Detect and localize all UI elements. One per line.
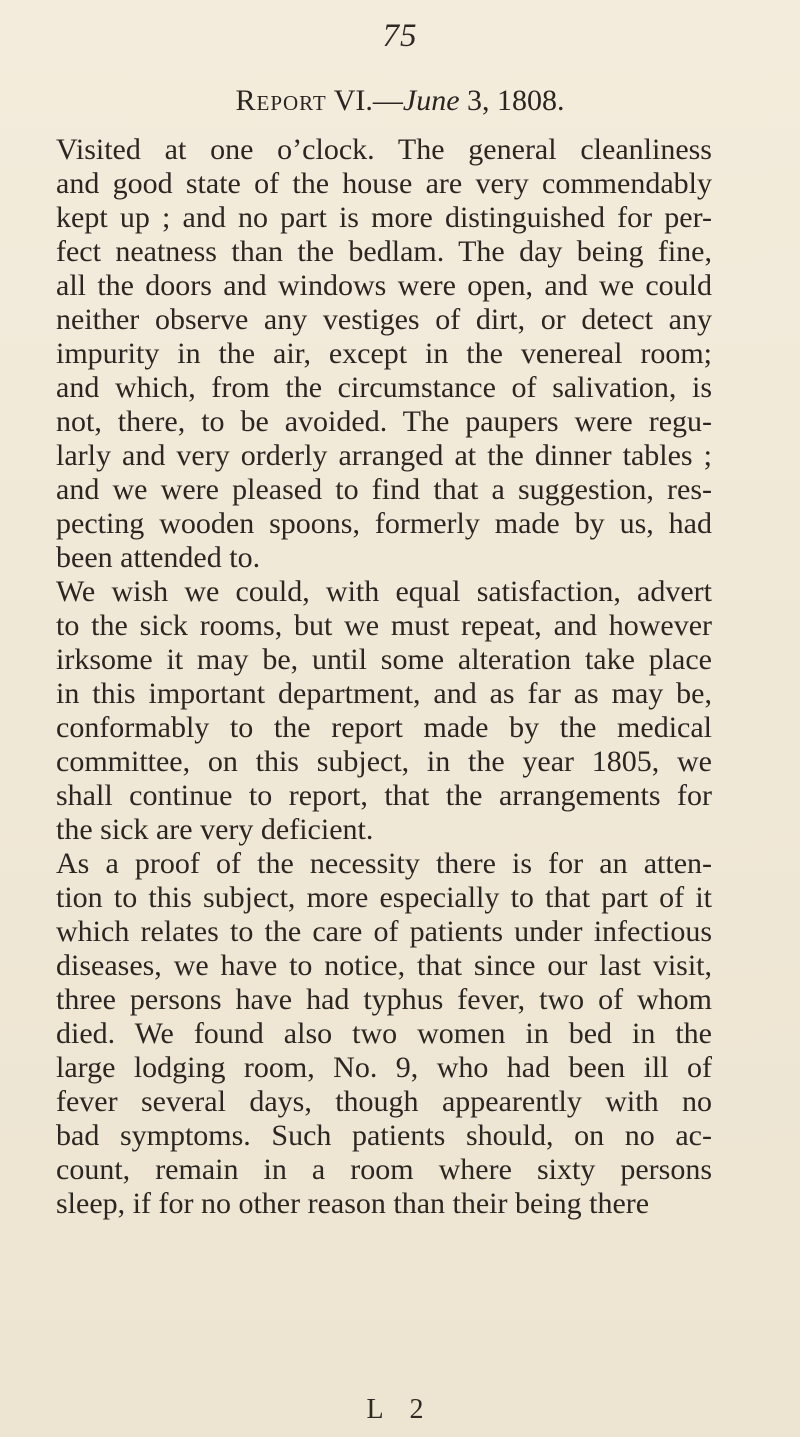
paragraph-3: [56, 847, 712, 1221]
paragraph-line: large lodging room, No. 9, who had been ill of: [56, 1051, 712, 1084]
paragraph-line: shall continue to report, that the arrangements for: [56, 779, 712, 812]
paragraph-line: the sick are very deficient.: [56, 813, 374, 846]
paragraph-line: diseases, we have to notice, that since our last visit,: [56, 949, 712, 982]
paragraph-line: bad symptoms. Such patients should, on no ac-: [56, 1119, 712, 1152]
paragraph-line: died. We found also two women in bed in the: [56, 1017, 712, 1050]
paragraph-line: sleep, if for no other reason than their being there: [56, 1187, 650, 1220]
paragraph-line: pecting wooden spoons, formerly made by us, had: [56, 507, 712, 540]
paragraph-line: been attended to.: [56, 541, 261, 574]
paragraph-line: and good state of the house are very commendably: [56, 167, 712, 200]
paragraph-line: larly and very orderly arranged at the dinner tables ;: [56, 439, 712, 472]
paragraph-line: irksome it may be, until some alteration take place: [56, 643, 712, 676]
paragraph-line: tion to this subject, more especially to that part of it: [56, 881, 712, 914]
paragraph-2: [56, 575, 712, 847]
paragraph-line: to the sick rooms, but we must repeat, and however: [56, 609, 712, 642]
paragraph-line: and we were pleased to find that a suggestion, res-: [56, 473, 712, 506]
paragraph-line: Visited at one o’clock. The general cleanliness: [56, 133, 712, 166]
paragraph-line: kept up ; and no part is more distinguished for per-: [56, 201, 712, 234]
paragraph-line: and which, from the circumstance of salivation, is: [56, 371, 712, 404]
paragraph-line: three persons have had typhus fever, two of whom: [56, 983, 712, 1016]
paragraph-line: We wish we could, with equal satisfaction, advert: [56, 575, 712, 608]
heading-dash: —: [372, 84, 403, 117]
paragraph-line: impurity in the air, except in the venereal room;: [56, 337, 712, 370]
signature-mark: L 2: [366, 1394, 434, 1425]
paragraph-line: in this important department, and as far as may be,: [56, 677, 712, 710]
paragraph-line: neither observe any vestiges of dirt, or detect any: [56, 303, 712, 336]
paragraph-line: As a proof of the necessity there is for an atten-: [56, 847, 712, 880]
paragraph-1: [56, 133, 712, 575]
page-number: 75: [382, 18, 418, 54]
paragraph-line: fever several days, though appearently with no: [56, 1085, 712, 1118]
paragraph-line: count, remain in a room where sixty persons: [56, 1153, 712, 1186]
report-date: 3, 1808.: [467, 84, 565, 117]
report-heading: [0, 83, 800, 119]
paragraph-line: not, there, to be avoided. The paupers were regu-: [56, 405, 712, 438]
paragraph-line: which relates to the care of patients under infectious: [56, 915, 712, 948]
report-label: Report: [235, 84, 327, 117]
paragraph-line: fect neatness than the bedlam. The day being fine,: [56, 235, 712, 268]
report-month: June: [402, 84, 460, 117]
paragraph-line: conformably to the report made by the medical: [56, 711, 712, 744]
paragraph-line: committee, on this subject, in the year 1805, we: [56, 745, 712, 778]
report-number: VI.: [333, 84, 373, 117]
paragraph-line: all the doors and windows were open, and we could: [56, 269, 712, 302]
